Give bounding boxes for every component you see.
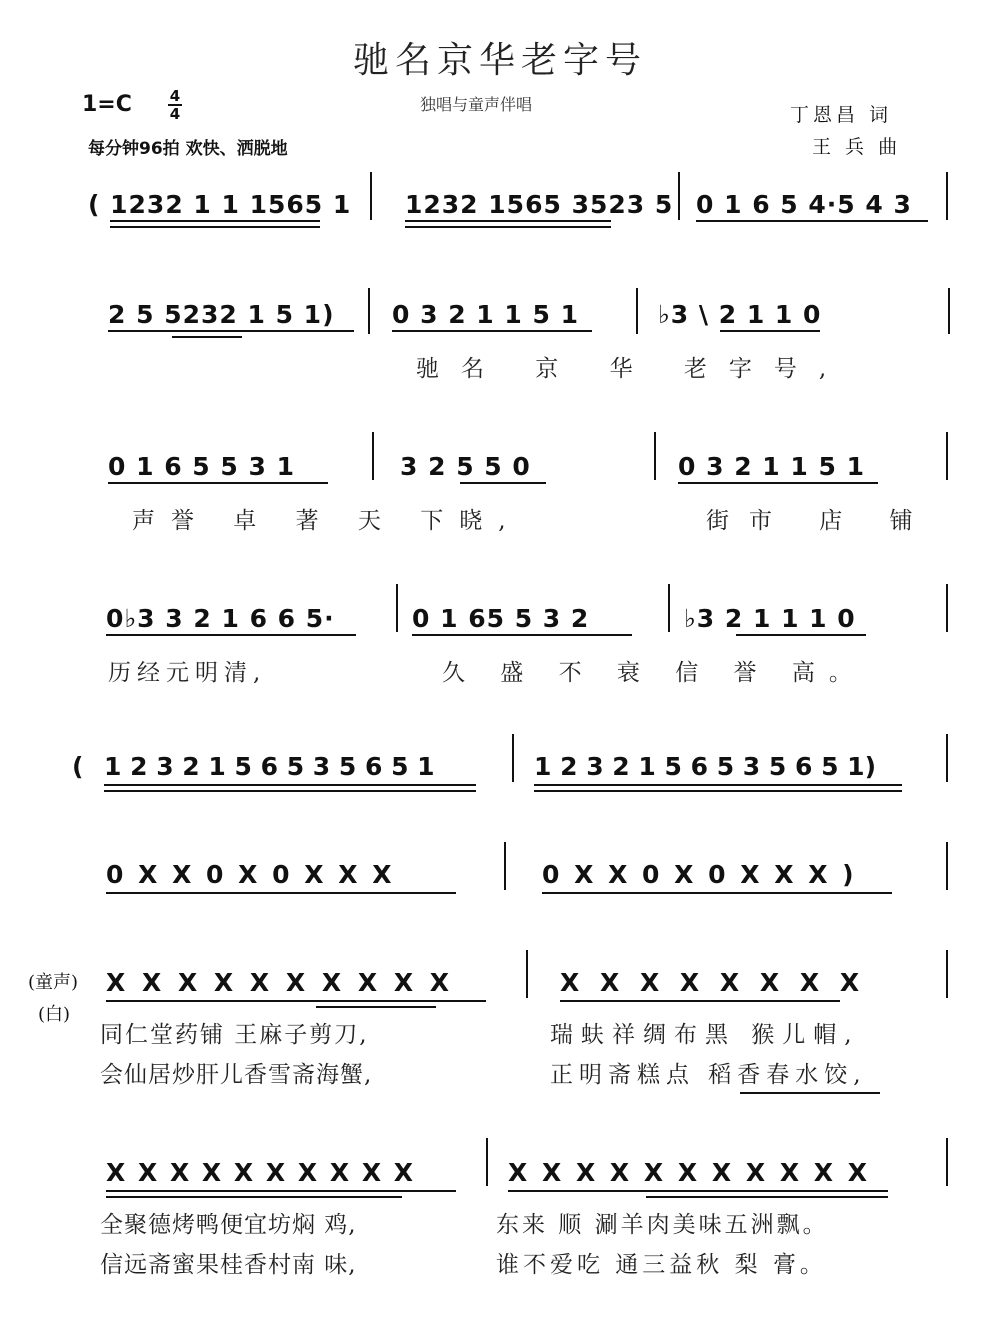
- beam-line: [104, 790, 476, 792]
- line4-measure1: 0♭3 3 2 1 6 6 5·: [106, 604, 335, 633]
- line2-measure2: 0 3 2 1 1 5 1: [392, 300, 579, 329]
- barline: [946, 734, 948, 782]
- line5-measure1: 1 2 3 2 1 5 6 5 3 5 6 5 1: [104, 752, 435, 781]
- line4-measure2: 0 1 65 5 3 2: [412, 604, 590, 633]
- barline: [486, 1138, 488, 1186]
- role-label-spoken: (白): [38, 1004, 71, 1025]
- beam-line: [508, 1190, 888, 1192]
- line4-measure3: ♭3 2 1 1 1 0: [684, 604, 856, 633]
- beam-line: [106, 634, 356, 636]
- beam-line: [106, 892, 456, 894]
- barline: [678, 172, 680, 220]
- lyric-underline: [740, 1092, 880, 1094]
- time-signature-bottom: 4: [169, 105, 181, 123]
- line1-measure1: ( 1232 1 1 1565 1: [88, 190, 352, 219]
- beam-line: [534, 784, 902, 786]
- beam-line: [720, 330, 820, 332]
- line7-lyric2-b: 正明斋糕点 稻香春水饺,: [550, 1062, 867, 1088]
- beam-line: [106, 1196, 402, 1198]
- barline: [946, 1138, 948, 1186]
- beam-line: [534, 790, 902, 792]
- barline: [504, 842, 506, 890]
- barline: [946, 950, 948, 998]
- line4-lyric-b: 久 盛 不 衰 信 誉 高。: [442, 660, 866, 686]
- beam-line: [106, 1000, 486, 1002]
- beam-line: [392, 330, 592, 332]
- time-signature: [168, 88, 182, 122]
- barline: [946, 172, 948, 220]
- beam-line: [108, 482, 328, 484]
- beam-line: [172, 336, 242, 338]
- line7-lyric1-b: 瑞蚨祥绸布黑 猴儿帽,: [550, 1022, 860, 1048]
- barline: [368, 288, 370, 334]
- song-subtitle: 独唱与童声伴唱: [420, 95, 533, 114]
- line8-measure1: X X X X X X X X X X: [106, 1158, 415, 1187]
- lyricist-credit: 丁恩昌 词: [790, 104, 893, 126]
- beam-line: [110, 226, 320, 228]
- beam-line: [110, 220, 320, 222]
- beam-line: [104, 784, 476, 786]
- key-signature: 1=C: [82, 92, 132, 117]
- barline: [946, 842, 948, 890]
- beam-line: [460, 482, 546, 484]
- beam-line: [108, 330, 354, 332]
- barline: [948, 288, 950, 334]
- line8-measure2: X X X X X X X X X X X: [508, 1158, 869, 1187]
- barline: [668, 584, 670, 632]
- beam-line: [560, 1000, 840, 1002]
- barline: [512, 734, 514, 782]
- beam-line: [678, 482, 878, 484]
- line7-measure1: X X X X X X X X X X: [106, 968, 451, 997]
- barline: [946, 432, 948, 480]
- line3-lyric-a: 声誉 卓 著 天 下晓,: [132, 508, 522, 534]
- beam-line: [412, 634, 632, 636]
- line6-measure2: 0 X X 0 X 0 X X X ): [542, 860, 855, 889]
- line2-lyric: 驰名 京 华 老字号,: [416, 356, 849, 382]
- line3-measure1: 0 1 6 5 5 3 1: [108, 452, 295, 481]
- composer-credit: 王 兵 曲: [812, 136, 902, 158]
- barline: [396, 584, 398, 632]
- time-signature-top: 4: [169, 87, 181, 105]
- barline: [372, 432, 374, 480]
- beam-line: [106, 1190, 456, 1192]
- role-label-children: (童声): [28, 972, 79, 993]
- line6-measure1: 0 X X 0 X 0 X X X: [106, 860, 393, 889]
- beam-line: [316, 1006, 436, 1008]
- barline: [654, 432, 656, 480]
- beam-line: [696, 220, 928, 222]
- line3-lyric-b: 街市 店 铺: [706, 508, 933, 534]
- line2-measure3: ♭3 \ 2 1 1 0: [658, 300, 822, 329]
- beam-line: [646, 1196, 888, 1198]
- line7-lyric2-a: 会仙居炒肝儿香雪斋海蟹,: [100, 1062, 373, 1088]
- barline: [370, 172, 372, 220]
- beam-line: [736, 634, 866, 636]
- line8-lyric2-b: 谁不爱吃 通三益秋 梨 膏。: [496, 1252, 827, 1278]
- beam-line: [405, 220, 611, 222]
- beam-line: [542, 892, 892, 894]
- barline: [526, 950, 528, 998]
- line3-measure2: 3 2 5 5 0: [400, 452, 531, 481]
- line8-lyric2-a: 信远斋蜜果桂香村南 味,: [100, 1252, 357, 1278]
- song-title: 驰名京华老字号: [352, 40, 647, 81]
- line8-lyric1-b: 东来 顺 涮羊肉美味五洲飘。: [496, 1212, 829, 1238]
- line3-measure3: 0 3 2 1 1 5 1: [678, 452, 865, 481]
- line1-measure3: 0 1 6 5 4·5 4 3: [696, 190, 912, 219]
- line2-measure1: 2 5 5232 1 5 1): [108, 300, 335, 329]
- line4-lyric-a: 历经元明清,: [108, 660, 267, 686]
- tempo-marking: 每分钟96拍 欢快、洒脱地: [88, 139, 288, 159]
- barline: [636, 288, 638, 334]
- line5-measure2: 1 2 3 2 1 5 6 5 3 5 6 5 1): [534, 752, 877, 781]
- line8-lyric1-a: 全聚德烤鸭便宜坊焖 鸡,: [100, 1212, 357, 1238]
- line5-open-paren: (: [72, 752, 85, 781]
- line7-lyric1-a: 同仁堂药铺 王麻子剪刀,: [100, 1022, 369, 1048]
- beam-line: [405, 226, 611, 228]
- barline: [946, 584, 948, 632]
- line1-measure2: 1232 1565 3523 5: [405, 190, 674, 219]
- line7-measure2: X X X X X X X X: [560, 968, 861, 997]
